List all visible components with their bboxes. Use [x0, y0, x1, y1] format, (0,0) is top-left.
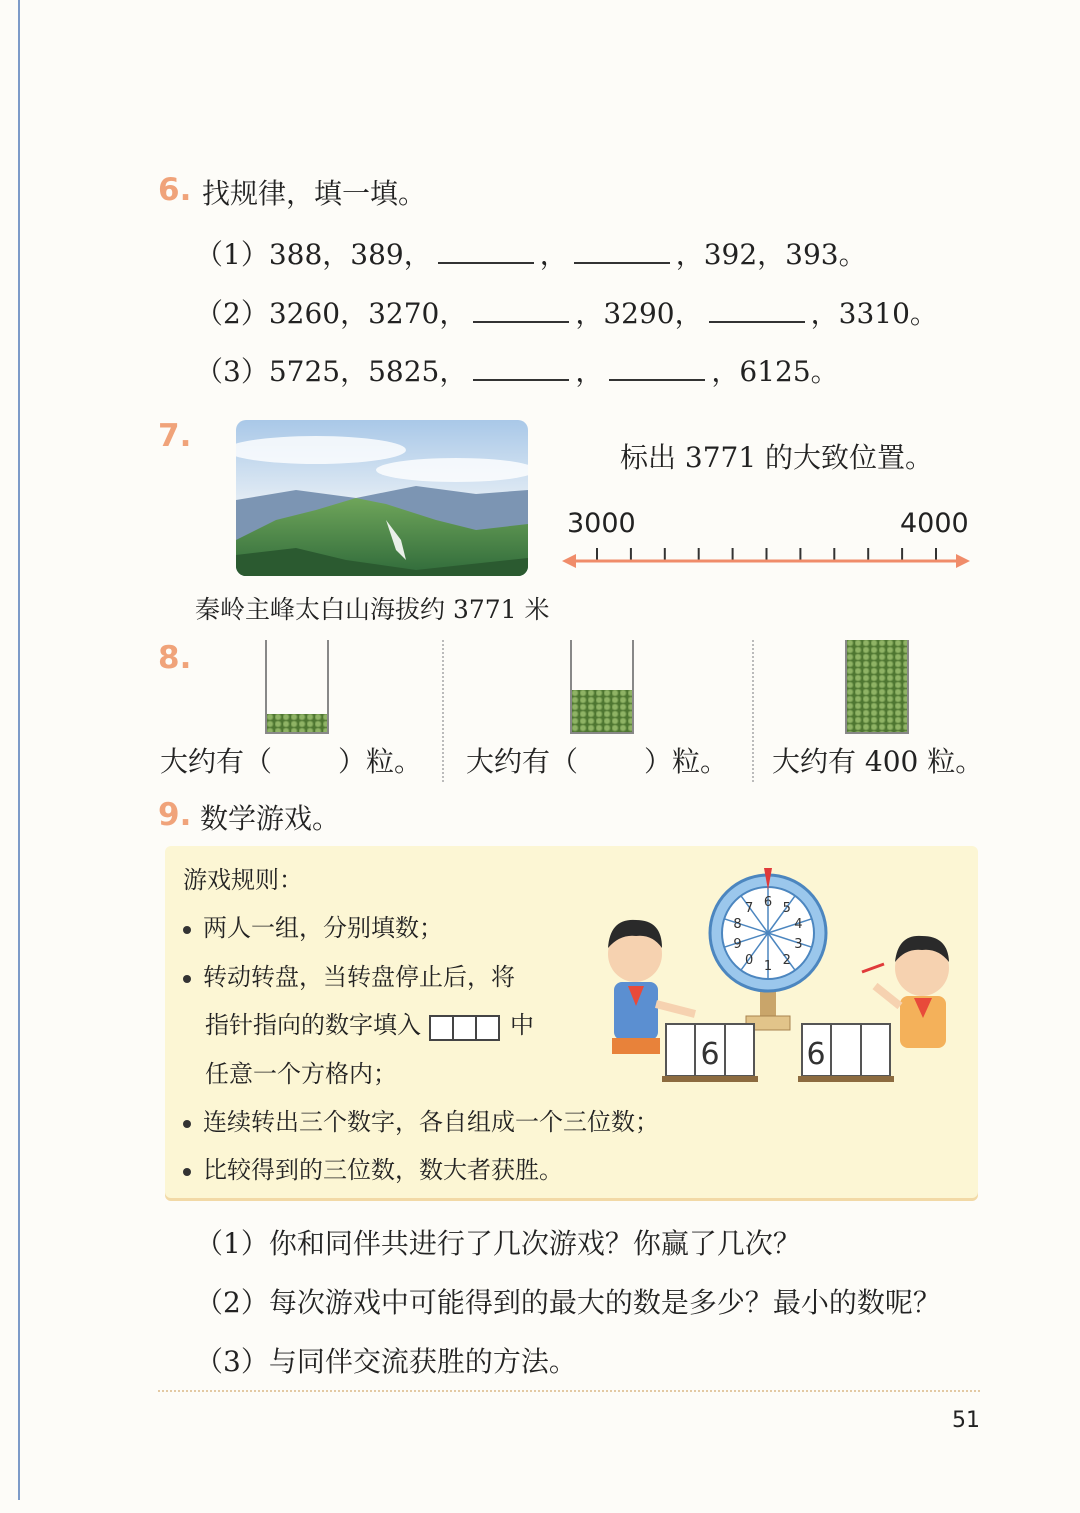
- page-number: 51: [952, 1408, 980, 1433]
- spinner-number: 2: [782, 952, 791, 968]
- q7-number: 7.: [158, 418, 192, 454]
- rule-text: 中: [510, 1011, 534, 1039]
- card-right-digit: 6: [806, 1037, 826, 1072]
- margin-line: [18, 0, 20, 1500]
- answer-text: ）粒。: [644, 745, 729, 778]
- line-seq: ，3290，: [575, 297, 703, 330]
- q8-answer-1: [160, 740, 422, 780]
- rule-4: [183, 1150, 563, 1185]
- spinner-number: 9: [733, 936, 742, 952]
- spinner-number: 0: [745, 952, 754, 968]
- answer-blank[interactable]: [438, 242, 534, 264]
- q6-line-3: [195, 350, 839, 390]
- line-seq: 5725，5825，: [268, 355, 468, 388]
- answer-text: 大约有（: [160, 745, 273, 778]
- q6-number: 6.: [158, 172, 192, 208]
- bullet: [183, 1120, 191, 1128]
- spinner-number: 3: [794, 936, 803, 952]
- bullet: [183, 975, 191, 983]
- bullet: [183, 926, 191, 934]
- bean-jar-1: [265, 640, 329, 734]
- number-line[interactable]: [560, 540, 972, 574]
- rule-text: 转动转盘，当转盘停止后，将: [203, 963, 515, 991]
- mountain-photo: [236, 420, 528, 576]
- divider: [752, 640, 754, 782]
- q7-instruction: 标出 3771 的大致位置。: [620, 441, 934, 474]
- game-illustration: [600, 856, 970, 1092]
- rule-2-cont2: 任意一个方格内；: [205, 1060, 397, 1088]
- answer-text: ）粒。: [338, 745, 423, 778]
- rule-2-cont: [205, 1005, 534, 1041]
- rule-text: 连续转出三个数字，各自组成一个三位数；: [203, 1108, 659, 1136]
- rule-2: [183, 957, 515, 992]
- q9-title: 数学游戏。: [200, 802, 341, 835]
- q6-line-2: [195, 292, 938, 332]
- line-label: （2）: [195, 297, 269, 330]
- q8-number: 8.: [158, 640, 192, 676]
- rule-text: 比较得到的三位数，数大者获胜。: [203, 1156, 563, 1184]
- q9-question-3: （3）与同伴交流获胜的方法。: [195, 1345, 577, 1378]
- line-seq: 388，389，: [268, 238, 432, 271]
- spinner-number: 5: [782, 901, 791, 917]
- spinner-number: 8: [733, 917, 742, 933]
- line-seq: ，6125。: [711, 355, 839, 388]
- spinner-number: 6: [763, 895, 773, 910]
- number-line-start: 3000: [567, 508, 636, 539]
- q9-question-2: （2）每次游戏中可能得到的最大的数是多少？最小的数呢？: [195, 1286, 941, 1319]
- rule-1: [183, 908, 443, 943]
- q8-answer-3: 大约有 400 粒。: [772, 745, 984, 778]
- answer-blank[interactable]: [574, 242, 670, 264]
- rule-text: 指针指向的数字填入: [205, 1011, 421, 1039]
- q7-caption: 秦岭主峰太白山海拔约 3771 米: [195, 595, 550, 624]
- line-seq: ，: [539, 238, 568, 271]
- answer-blank[interactable]: [473, 301, 569, 323]
- rule-text: 两人一组，分别填数；: [203, 914, 443, 942]
- three-box-grid: [431, 1012, 500, 1041]
- answer-blank[interactable]: [609, 359, 705, 381]
- spinner-number: 4: [794, 917, 803, 933]
- answer-blank[interactable]: [473, 359, 569, 381]
- line-label: （1）: [195, 238, 269, 271]
- bean-jar-2: [570, 640, 634, 734]
- line-seq: ，392，393。: [675, 238, 867, 271]
- q9-number: 9.: [158, 797, 192, 833]
- beans: [847, 640, 907, 732]
- bullet: [183, 1168, 191, 1176]
- rule-3: [183, 1102, 659, 1137]
- q6-line-1: [195, 233, 867, 273]
- divider: [442, 640, 444, 782]
- number-line-end: 4000: [900, 508, 969, 539]
- card-left-digit: 6: [700, 1037, 720, 1072]
- line-seq: ，: [575, 355, 604, 388]
- rules-title: 游戏规则：: [183, 866, 303, 894]
- line-label: （3）: [195, 355, 269, 388]
- footer-divider: [158, 1390, 980, 1392]
- spinner-number: 1: [763, 959, 773, 974]
- beans: [267, 714, 327, 732]
- line-seq: ，3310。: [810, 297, 938, 330]
- bean-jar-3: [845, 640, 909, 734]
- q8-answer-2: [466, 740, 728, 780]
- answer-text: 大约有（: [466, 745, 579, 778]
- q6-title: 找规律，填一填。: [202, 177, 427, 210]
- answer-blank[interactable]: [709, 301, 805, 323]
- spinner-number: 7: [745, 901, 754, 917]
- q9-question-1: （1）你和同伴共进行了几次游戏？你赢了几次？: [195, 1227, 801, 1260]
- beans: [572, 690, 632, 732]
- line-seq: 3260，3270，: [268, 297, 468, 330]
